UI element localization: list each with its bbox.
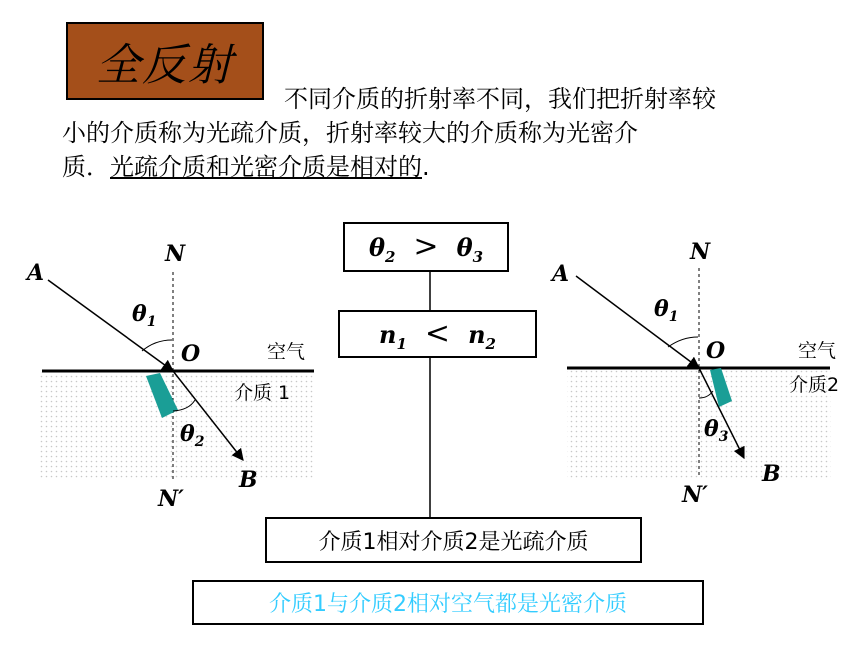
title-text: 全反射 <box>96 40 234 91</box>
left-label-B: B <box>239 467 258 493</box>
right-lower-medium-label: 介质2 <box>789 374 840 396</box>
right-label-N-prime: N′ <box>682 482 708 508</box>
right-upper-medium-label: 空气 <box>798 340 837 362</box>
intro-line-1: 不同介质的折射率不同，我们把折射率较 <box>284 85 716 113</box>
intro-line-3-suffix: . <box>422 153 430 181</box>
intro-line-2: 小的介质称为光疏介质，折射率较大的介质称为光密介 <box>62 119 638 147</box>
angle-comparison: $\theta_2 > \theta_3$ <box>368 228 484 266</box>
left-theta1-label: $\theta_1$ <box>132 301 157 330</box>
right-incident-ray <box>576 276 699 368</box>
left-label-A: A <box>27 260 45 286</box>
left-label-N: N <box>165 241 186 267</box>
conclusion-box-2 <box>192 580 704 625</box>
intro-underlined-statement: 光疏介质和光密介质是相对的 <box>110 153 422 181</box>
right-label-A: A <box>552 261 570 287</box>
right-incident-angle-arc <box>668 337 698 347</box>
angle-comparison-box <box>343 222 509 272</box>
right-label-N: N <box>690 239 711 265</box>
left-upper-medium-label: 空气 <box>267 341 306 363</box>
right-label-B: B <box>762 461 781 487</box>
right-theta1-label: $\theta_1$ <box>654 296 679 325</box>
right-theta3-label: $\theta_3$ <box>704 416 729 445</box>
left-lower-medium-label: 介质 1 <box>234 382 291 404</box>
left-label-N-prime: N′ <box>158 486 184 512</box>
left-label-O: O <box>181 341 201 367</box>
left-theta2-label: $\theta_2$ <box>180 421 205 450</box>
conclusion-box-1 <box>265 517 642 563</box>
conclusion-text-1: 介质1相对介质2是光疏介质 <box>318 529 589 555</box>
conclusion-text-2: 介质1与介质2相对空气都是光密介质 <box>269 592 627 617</box>
left-incident-angle-arc <box>142 340 172 351</box>
right-refraction-diagram <box>550 239 839 508</box>
intro-line-3-prefix: 质． <box>62 153 110 181</box>
left-refraction-diagram <box>25 241 314 512</box>
index-comparison-box <box>338 310 537 358</box>
right-label-O: O <box>706 338 726 364</box>
index-comparison: $n_1 < n_2$ <box>379 315 496 353</box>
